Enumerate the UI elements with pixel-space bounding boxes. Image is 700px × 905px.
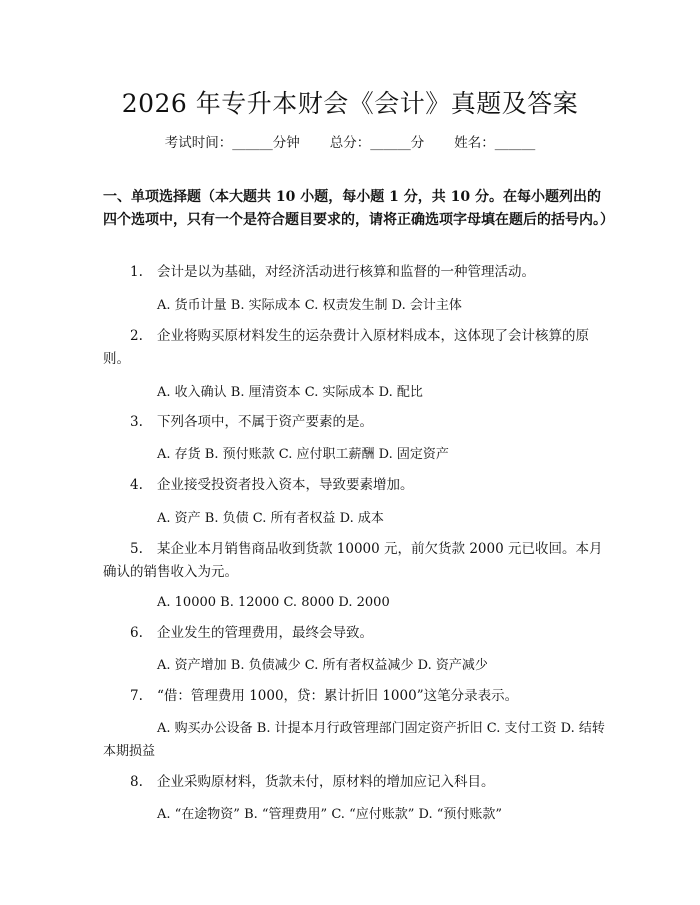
question-6 <box>103 622 608 645</box>
page-title: 2026 年专升本财会《会计》真题及答案 <box>121 89 579 118</box>
question-text: 某企业本月销售商品收到货款 10000 元，前欠货款 2000 元已收回。本月确认的销售收入为元。 <box>103 541 603 580</box>
question-number: 6. <box>130 625 143 641</box>
question-4 <box>103 474 608 497</box>
question-7 <box>103 685 608 708</box>
question-number: 2. <box>130 328 143 344</box>
question-text: 企业接受投资者投入资本，导致要素增加。 <box>157 477 414 493</box>
question-8-options: A. “在途物资” B. “管理费用” C. “应付账款” D. “预付账款” <box>157 807 503 822</box>
question-5 <box>103 538 608 584</box>
question-7-options: A. 购买办公设备 B. 计提本月行政管理部门固定资产折旧 C. 支付工资 D. 结转本期损益 <box>103 721 605 759</box>
question-2-options: A. 收入确认 B. 厘清资本 C. 实际成本 D. 配比 <box>157 385 423 400</box>
question-text: 会计是以为基础，对经济活动进行核算和监督的一种管理活动。 <box>157 264 535 280</box>
exam-time-label: 考试时间：______分钟 <box>164 135 300 151</box>
question-number: 8. <box>130 774 143 790</box>
question-number: 5. <box>130 541 143 557</box>
question-3-options: A. 存货 B. 预付账款 C. 应付职工薪酬 D. 固定资产 <box>157 447 449 462</box>
question-4-options: A. 资产 B. 负债 C. 所有者权益 D. 成本 <box>157 511 384 526</box>
question-text: 企业将购买原材料发生的运杂费计入原材料成本，这体现了会计核算的原则。 <box>103 328 589 367</box>
question-number: 1. <box>130 264 143 280</box>
question-text: 下列各项中，不属于资产要素的是。 <box>157 414 373 430</box>
question-8 <box>103 771 608 794</box>
question-number: 3. <box>130 414 143 430</box>
question-text: 企业发生的管理费用，最终会导致。 <box>157 625 373 641</box>
question-5-options: A. 10000 B. 12000 C. 8000 D. 2000 <box>157 595 390 610</box>
question-2 <box>103 325 608 371</box>
question-number: 4. <box>130 477 143 493</box>
question-1-options: A. 货币计量 B. 实际成本 C. 权责发生制 D. 会计主体 <box>157 298 462 313</box>
name-label: 姓名：______ <box>454 135 536 151</box>
total-score-label: 总分：______分 <box>329 135 425 151</box>
question-text: “借：管理费用 1000，贷：累计折旧 1000”这笔分录表示。 <box>157 688 519 704</box>
question-6-options: A. 资产增加 B. 负债减少 C. 所有者权益减少 D. 资产减少 <box>157 658 488 673</box>
section-heading: 一、单项选择题（本大题共 10 小题，每小题 1 分，共 10 分。在每小题列出的四个选项中，只有一个是符合题目要求的，请将正确选项字母填在题后的括号内。） <box>103 189 614 228</box>
question-3 <box>103 411 608 434</box>
question-text: 企业采购原材料，货款未付，原材料的增加应记入科目。 <box>157 774 495 790</box>
exam-meta <box>0 131 700 151</box>
question-number: 7. <box>130 688 143 704</box>
question-1 <box>103 261 608 284</box>
